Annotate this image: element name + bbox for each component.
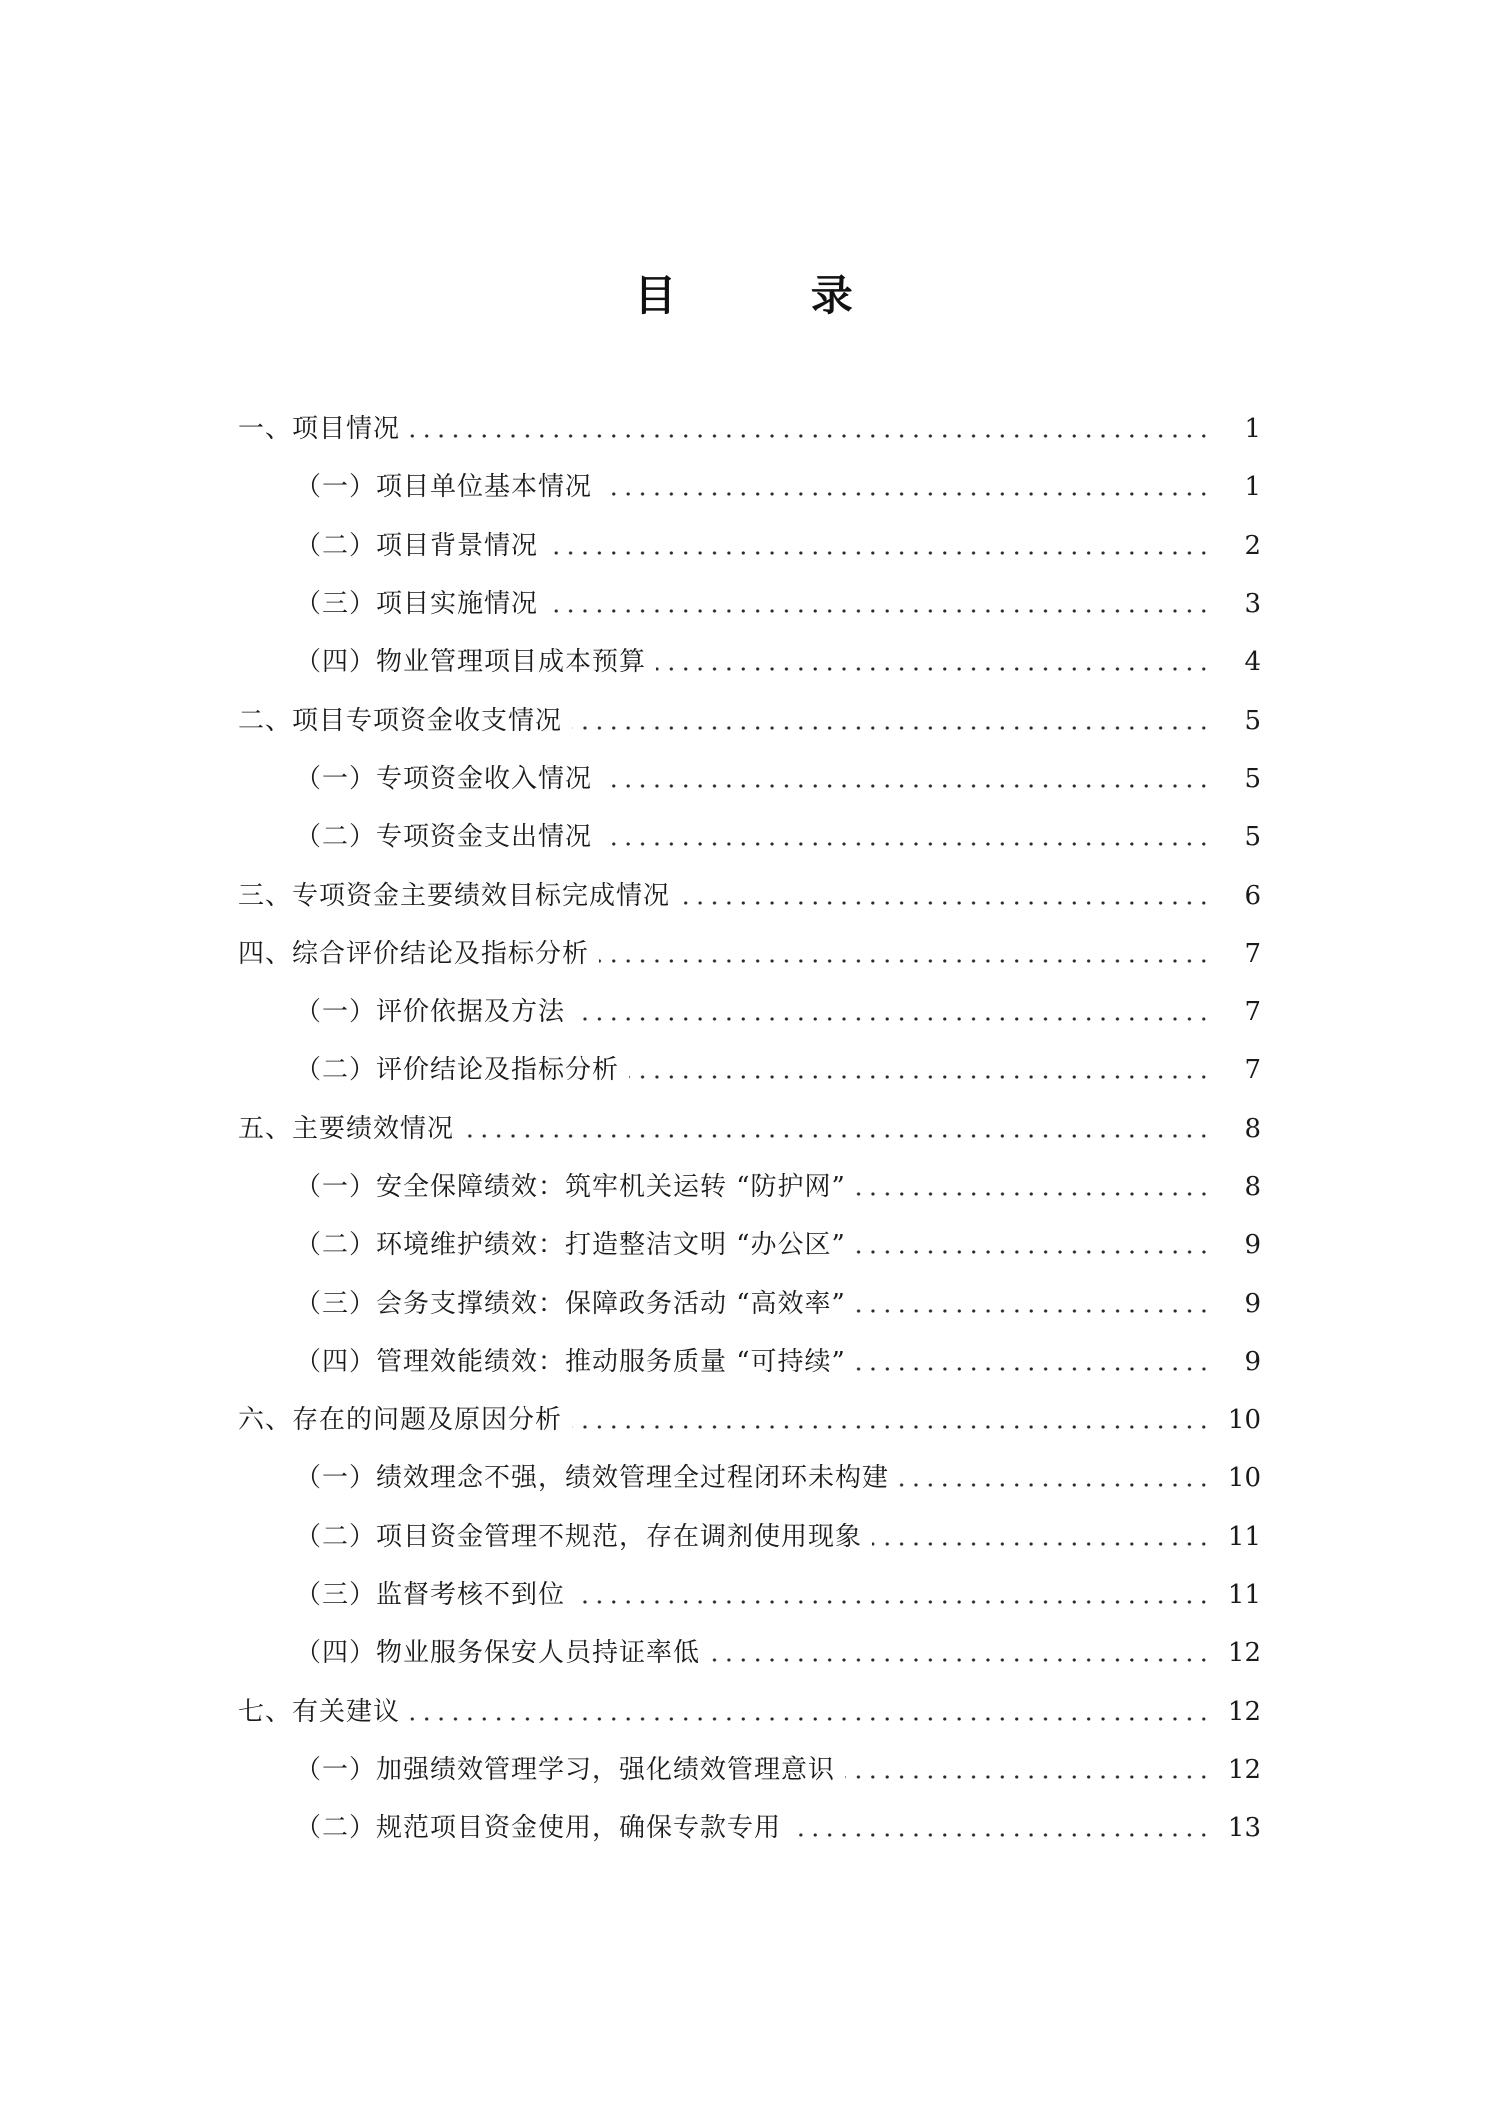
toc-entry-subsection[interactable] <box>0 1566 1487 1624</box>
dot-leader <box>602 784 1211 788</box>
dot-leader <box>791 1833 1211 1837</box>
toc-entry-text: （一）绩效理念不强，绩效管理全过程闭环未构建 <box>295 1463 890 1494</box>
toc-entry-subsection[interactable] <box>0 1216 1487 1274</box>
toc-page-number: 6 <box>1244 880 1261 911</box>
dot-leader <box>856 1192 1211 1196</box>
dot-leader <box>602 492 1211 496</box>
toc-page-number: 2 <box>1244 530 1261 561</box>
toc-entry-text: （一）安全保障绩效：筑牢机关运转 “防护网” <box>295 1172 846 1202</box>
toc-page-number: 8 <box>1244 1113 1261 1144</box>
toc-page-number: 12 <box>1227 1754 1261 1785</box>
toc-entry-text: 三、专项资金主要绩效目标完成情况 <box>238 880 671 911</box>
toc-page-number: 5 <box>1244 705 1261 736</box>
dot-leader <box>572 726 1211 730</box>
toc-entry-text: （三）监督考核不到位 <box>295 1580 566 1611</box>
toc-entry-section-3[interactable] <box>0 866 1487 924</box>
toc-entry-subsection[interactable] <box>0 575 1487 633</box>
toc-page-number: 5 <box>1244 822 1261 853</box>
dot-leader <box>680 901 1211 905</box>
dot-leader <box>548 609 1211 613</box>
toc-entry-text: 七、有关建议 <box>238 1696 401 1727</box>
toc-page-number: 12 <box>1227 1696 1261 1727</box>
toc-entry-text: （一）项目单位基本情况 <box>295 472 593 503</box>
toc-entry-text: 二、项目专项资金收支情况 <box>238 705 563 736</box>
toc-entry-text: 一、项目情况 <box>238 414 401 445</box>
toc-entry-section-2[interactable] <box>0 691 1487 749</box>
dot-leader <box>575 1600 1211 1604</box>
toc-page-number: 13 <box>1227 1813 1261 1844</box>
toc-entry-text: （二）规范项目资金使用，确保专款专用 <box>295 1813 782 1844</box>
toc-page-number: 12 <box>1227 1638 1261 1669</box>
dot-leader <box>629 1075 1211 1079</box>
toc-entry-section-6[interactable] <box>0 1391 1487 1449</box>
toc-page-number: 4 <box>1244 647 1261 678</box>
toc-page-number: 9 <box>1244 1230 1261 1261</box>
dot-leader <box>856 1250 1211 1254</box>
toc-entry-text: （一）加强绩效管理学习，强化绩效管理意识 <box>295 1754 836 1785</box>
dot-leader <box>410 1717 1211 1721</box>
toc-entry-text: （三）项目实施情况 <box>295 589 539 620</box>
toc-entry-text: （三）会务支撑绩效：保障政务活动 “高效率” <box>295 1288 846 1319</box>
dot-leader <box>872 1542 1211 1546</box>
toc-entry-text: （四）物业管理项目成本预算 <box>295 647 647 678</box>
dot-leader <box>845 1775 1211 1779</box>
toc-entry-subsection[interactable] <box>0 458 1487 516</box>
toc-page-number: 11 <box>1227 1580 1261 1611</box>
toc-page-number: 1 <box>1244 414 1261 445</box>
dot-leader <box>599 959 1211 963</box>
toc-title: 目 录 <box>634 271 913 320</box>
toc-list <box>0 400 1487 1857</box>
dot-leader <box>656 667 1211 671</box>
toc-entry-text: （二）评价结论及指标分析 <box>295 1055 620 1086</box>
toc-entry-section-1[interactable] <box>0 400 1487 458</box>
toc-page-number: 3 <box>1244 589 1261 620</box>
toc-entry-subsection[interactable] <box>0 1158 1487 1216</box>
toc-entry-text: 六、存在的问题及原因分析 <box>238 1405 563 1436</box>
toc-page-number: 7 <box>1244 997 1261 1028</box>
toc-entry-text: （四）管理效能绩效：推动服务质量 “可持续” <box>295 1346 846 1377</box>
toc-page-number: 7 <box>1244 938 1261 969</box>
toc-entry-subsection[interactable] <box>0 517 1487 575</box>
toc-entry-subsection[interactable] <box>0 1508 1487 1566</box>
toc-page-number: 8 <box>1244 1172 1261 1202</box>
toc-entry-text: （二）项目资金管理不规范，存在调剂使用现象 <box>295 1521 863 1552</box>
toc-page-number: 9 <box>1244 1346 1261 1377</box>
toc-entry-text: （二）专项资金支出情况 <box>295 822 593 853</box>
toc-entry-subsection[interactable] <box>0 633 1487 691</box>
toc-entry-section-7[interactable] <box>0 1683 1487 1741</box>
dot-leader <box>575 1017 1211 1021</box>
toc-entry-subsection[interactable] <box>0 983 1487 1041</box>
toc-entry-subsection[interactable] <box>0 808 1487 866</box>
toc-entry-subsection[interactable] <box>0 1624 1487 1682</box>
dot-leader <box>602 842 1211 846</box>
toc-page-number: 5 <box>1244 763 1261 794</box>
toc-entry-section-4[interactable] <box>0 925 1487 983</box>
dot-leader <box>856 1309 1211 1313</box>
toc-page-number: 10 <box>1227 1405 1261 1436</box>
toc-entry-subsection[interactable] <box>0 1274 1487 1332</box>
toc-entry-text: （二）环境维护绩效：打造整洁文明 “办公区” <box>295 1230 846 1261</box>
toc-entry-text: （二）项目背景情况 <box>295 530 539 561</box>
toc-page-number: 9 <box>1244 1288 1261 1319</box>
toc-entry-text: （一）评价依据及方法 <box>295 997 566 1028</box>
toc-entry-text: （四）物业服务保安人员持证率低 <box>295 1638 701 1669</box>
dot-leader <box>710 1658 1211 1662</box>
dot-leader <box>856 1367 1211 1371</box>
dot-leader <box>572 1425 1211 1429</box>
dot-leader <box>410 434 1211 438</box>
dot-leader <box>464 1134 1211 1138</box>
dot-leader <box>548 551 1211 555</box>
toc-entry-subsection[interactable] <box>0 1333 1487 1391</box>
toc-entry-subsection[interactable] <box>0 1741 1487 1799</box>
toc-entry-subsection[interactable] <box>0 1041 1487 1099</box>
toc-page-number: 7 <box>1244 1055 1261 1086</box>
toc-page-number: 1 <box>1244 472 1261 503</box>
toc-entry-subsection[interactable] <box>0 1449 1487 1507</box>
toc-entry-subsection[interactable] <box>0 1799 1487 1857</box>
dot-leader <box>899 1483 1211 1487</box>
toc-entry-section-5[interactable] <box>0 1100 1487 1158</box>
toc-entry-text: （一）专项资金收入情况 <box>295 763 593 794</box>
toc-entry-text: 五、主要绩效情况 <box>238 1113 455 1144</box>
toc-page-number: 10 <box>1227 1463 1261 1494</box>
toc-page-number: 11 <box>1227 1521 1261 1552</box>
toc-entry-text: 四、综合评价结论及指标分析 <box>238 938 590 969</box>
toc-entry-subsection[interactable] <box>0 750 1487 808</box>
